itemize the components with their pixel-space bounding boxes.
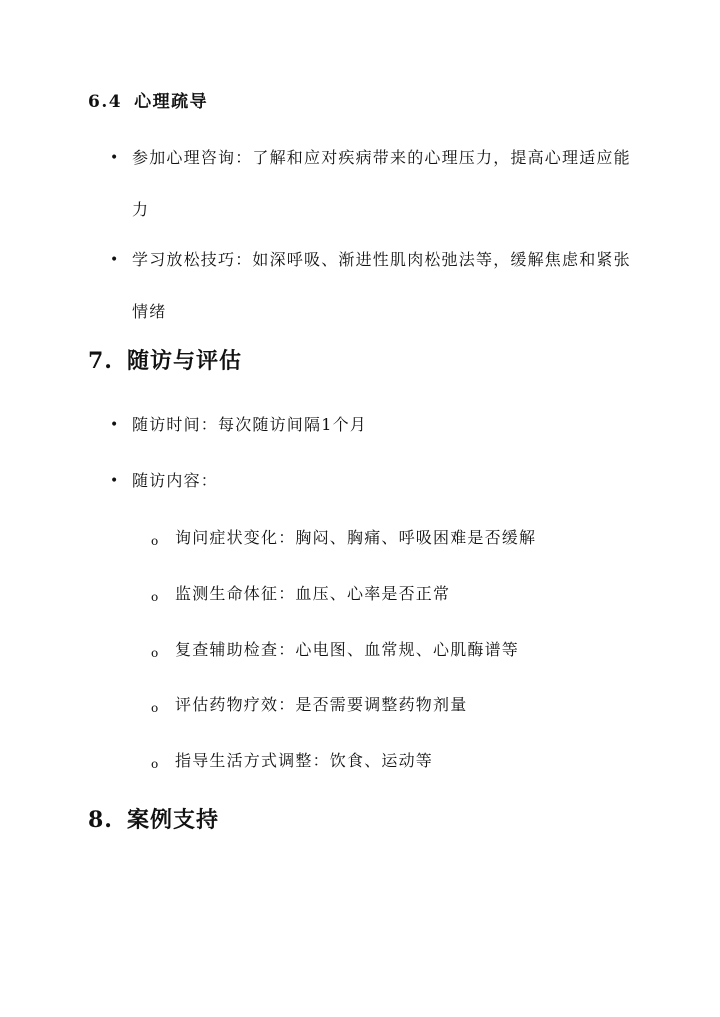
bullet-dot-icon: • (110, 252, 120, 268)
section-number: 7. (88, 348, 113, 374)
list-item (110, 399, 632, 451)
bullet-dot-icon: • (110, 150, 120, 166)
list-item (110, 455, 632, 507)
sub-list-item (151, 526, 635, 550)
list-item-text: 随访时间：每次随访间隔1个月 (132, 415, 367, 434)
list-item (110, 132, 632, 236)
hollow-circle-icon: o (151, 534, 160, 548)
section-title: 心理疏导 (134, 92, 209, 112)
sub-list-item (151, 638, 635, 662)
section-number: 6.4 (88, 92, 123, 112)
bullet-dot-icon: • (110, 473, 120, 489)
list-item-text: 学习放松技巧：如深呼吸、渐进性肌肉松弛法等，缓解焦虑和紧张情绪 (132, 250, 631, 321)
sub-list-item (151, 693, 635, 717)
list-item-text: 随访内容： (132, 471, 219, 490)
section-number: 8. (88, 807, 113, 833)
sub-list-item-text: 复查辅助检查：心电图、血常规、心肌酶谱等 (175, 640, 520, 659)
sub-list-item (151, 582, 635, 606)
section-8-heading (88, 805, 219, 835)
hollow-circle-icon: o (151, 757, 160, 771)
sub-list-item (151, 749, 635, 773)
list-item (110, 234, 632, 338)
hollow-circle-icon: o (151, 646, 160, 660)
list-item-text: 参加心理咨询：了解和应对疾病带来的心理压力，提高心理适应能力 (132, 148, 631, 219)
sub-list-item-text: 评估药物疗效：是否需要调整药物剂量 (175, 695, 468, 714)
sub-list-item-text: 监测生命体征：血压、心率是否正常 (175, 584, 451, 603)
section-title: 案例支持 (126, 807, 219, 833)
hollow-circle-icon: o (151, 590, 160, 604)
sub-list-item-text: 询问症状变化：胸闷、胸痛、呼吸困难是否缓解 (175, 528, 537, 547)
hollow-circle-icon: o (151, 701, 160, 715)
section-title: 随访与评估 (126, 348, 242, 374)
bullet-dot-icon: • (110, 417, 120, 433)
section-7-heading (88, 346, 242, 376)
section-6-4-heading (88, 90, 208, 114)
sub-list-item-text: 指导生活方式调整：饮食、运动等 (175, 751, 434, 770)
